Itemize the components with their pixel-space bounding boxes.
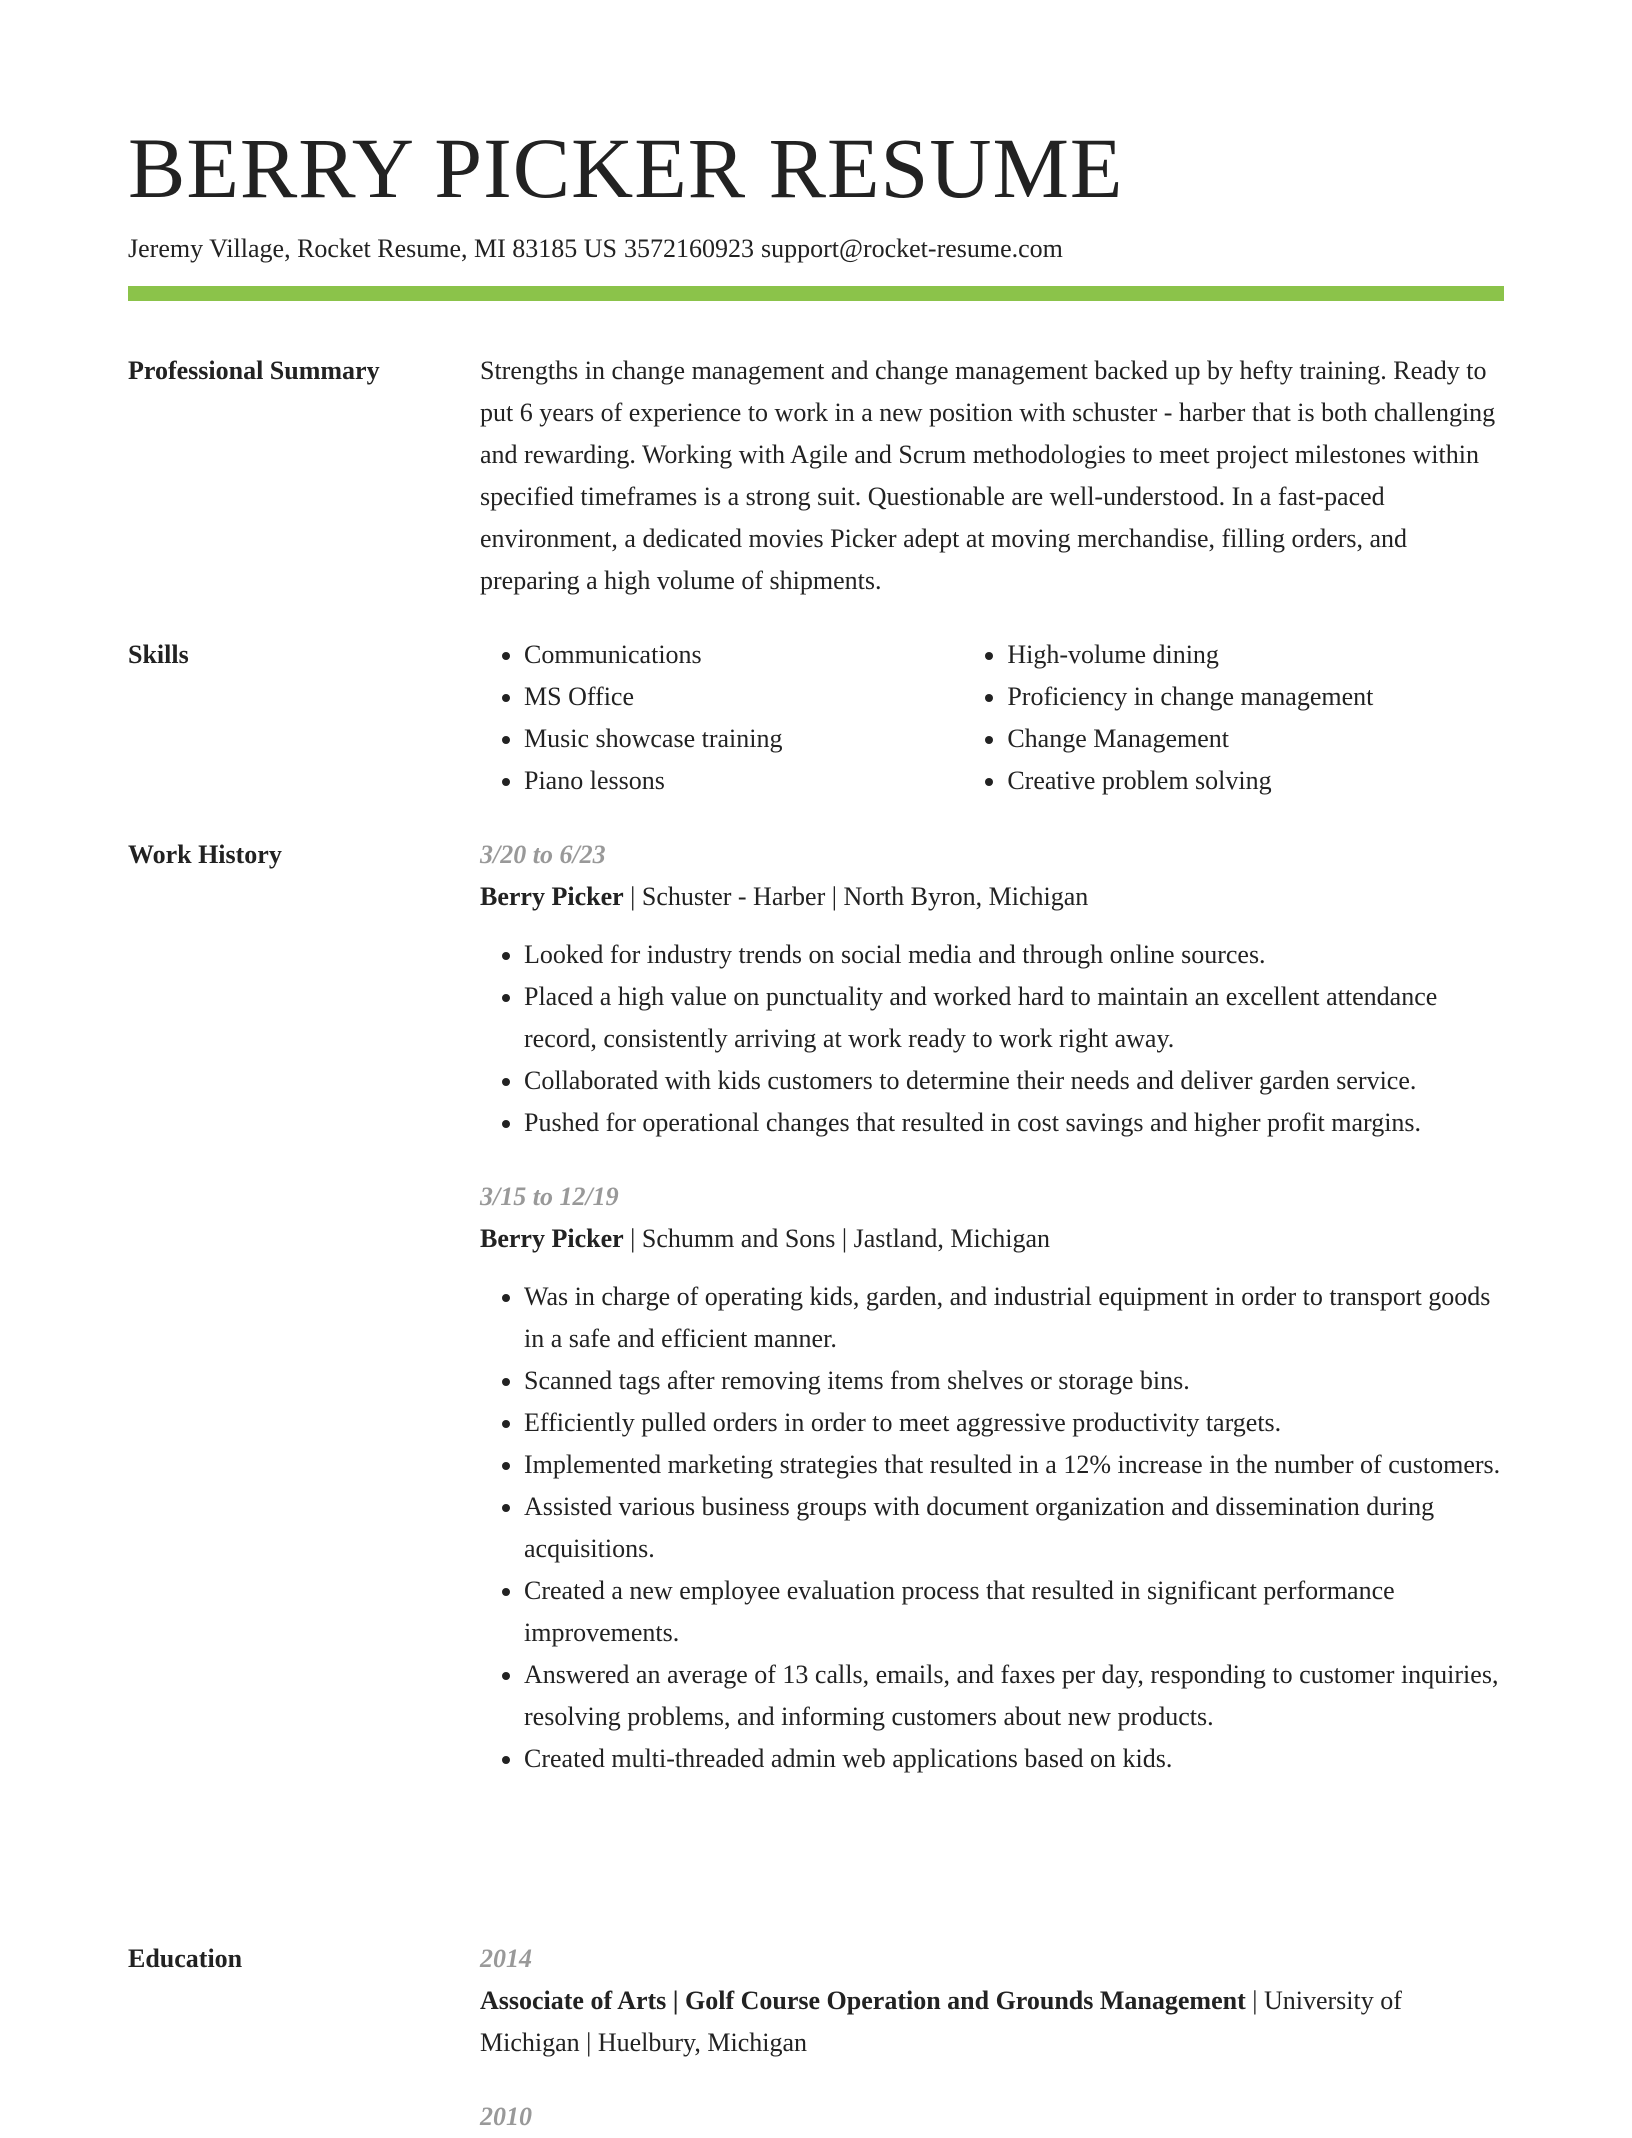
summary-heading: Professional Summary — [128, 356, 380, 385]
contact-phone: 3572160923 — [624, 234, 754, 263]
header-divider — [128, 286, 1504, 301]
skill-item: • Piano lessons — [524, 760, 963, 802]
job-details: | Schuster - Harber | North Byron, Michigan — [623, 882, 1089, 911]
contact-line — [128, 231, 1063, 267]
education-heading: Education — [128, 1944, 243, 1973]
education-title-line — [480, 1980, 1504, 2064]
skill-item: • High-volume dining — [1007, 634, 1504, 676]
job-entry — [480, 834, 1504, 1144]
job-bullet: • Pushed for operational changes that resulted in cost savings and higher profit margins. — [524, 1102, 1504, 1144]
skill-item: • Change Management — [1007, 718, 1504, 760]
job-bullet: • Answered an average of 13 calls, emails, and faxes per day, responding to customer inquiries, resolving problems, and informing customers about new products. — [524, 1654, 1504, 1738]
contact-address: Jeremy Village, Rocket Resume, MI 83185 US — [128, 234, 617, 263]
job-title: Berry Picker — [480, 1224, 624, 1253]
skill-item: • Creative problem solving — [1007, 760, 1504, 802]
job-bullet: • Looked for industry trends on social media and through online sources. — [524, 934, 1504, 976]
job-dates: 3/20 to 6/23 — [480, 840, 606, 869]
skill-item: • Proficiency in change management — [1007, 676, 1504, 718]
summary-section — [128, 350, 1504, 602]
job-bullet: • Scanned tags after removing items from shelves or storage bins. — [524, 1360, 1504, 1402]
job-dates: 3/15 to 12/19 — [480, 1182, 619, 1211]
work-history-section — [128, 834, 1504, 1914]
summary-text: Strengths in change management and change management backed up by hefty training. Ready to put 6 years of experience to work in a new position with schuster - harber that is both challenging and rewarding. Working with Agile and Scrum methodologies to meet project milestones within specified timeframes is a strong suit. Questionable are well-understood. In a fast-paced environment, a dedicated movies Picker adept at moving merchandise, filling orders, and preparing a high volume of shipments. — [480, 356, 1496, 595]
job-bullet: • Created multi-threaded admin web applications based on kids. — [524, 1738, 1504, 1780]
job-bullet: • Assisted various business groups with document organization and dissemination during acquisitions. — [524, 1486, 1504, 1570]
job-bullets — [480, 1276, 1504, 1780]
education-details: | University of Michigan | Huelbury, Michigan — [480, 1986, 1402, 2057]
education-entry — [480, 1938, 1504, 2064]
skills-list-right — [963, 634, 1504, 802]
education-section — [128, 1938, 1504, 2131]
education-entry — [480, 2096, 1504, 2138]
education-year: 2010 — [480, 2102, 532, 2131]
job-bullet: • Was in charge of operating kids, garden, and industrial equipment in order to transport goods in a safe and efficient manner. — [524, 1276, 1504, 1360]
job-entry — [480, 1176, 1504, 1780]
job-bullet: • Efficiently pulled orders in order to meet aggressive productivity targets. — [524, 1402, 1504, 1444]
resume-title: BERRY PICKER RESUME — [128, 120, 1124, 216]
job-title-line — [480, 876, 1504, 918]
education-year: 2014 — [480, 1944, 532, 1973]
skills-list-left — [480, 634, 963, 802]
skill-item: • Music showcase training — [524, 718, 963, 760]
job-bullet: • Collaborated with kids customers to determine their needs and deliver garden service. — [524, 1060, 1504, 1102]
contact-email: support@rocket-resume.com — [761, 234, 1063, 263]
job-title-line — [480, 1218, 1504, 1260]
skill-item: • Communications — [524, 634, 963, 676]
skills-heading: Skills — [128, 640, 189, 669]
work-history-heading: Work History — [128, 840, 282, 869]
skill-item: • MS Office — [524, 676, 963, 718]
skills-section — [128, 634, 1504, 802]
job-details: | Schumm and Sons | Jastland, Michigan — [623, 1224, 1051, 1253]
job-title: Berry Picker — [480, 882, 624, 911]
job-bullets — [480, 934, 1504, 1144]
job-bullet: • Implemented marketing strategies that resulted in a 12% increase in the number of customers. — [524, 1444, 1504, 1486]
job-bullet: • Created a new employee evaluation process that resulted in significant performance improvements. — [524, 1570, 1504, 1654]
job-bullet: • Placed a high value on punctuality and worked hard to maintain an excellent attendance record, consistently arriving at work ready to work right away. — [524, 976, 1504, 1060]
education-degree: Associate of Arts | Golf Course Operation and Grounds Management — [480, 1986, 1246, 2015]
